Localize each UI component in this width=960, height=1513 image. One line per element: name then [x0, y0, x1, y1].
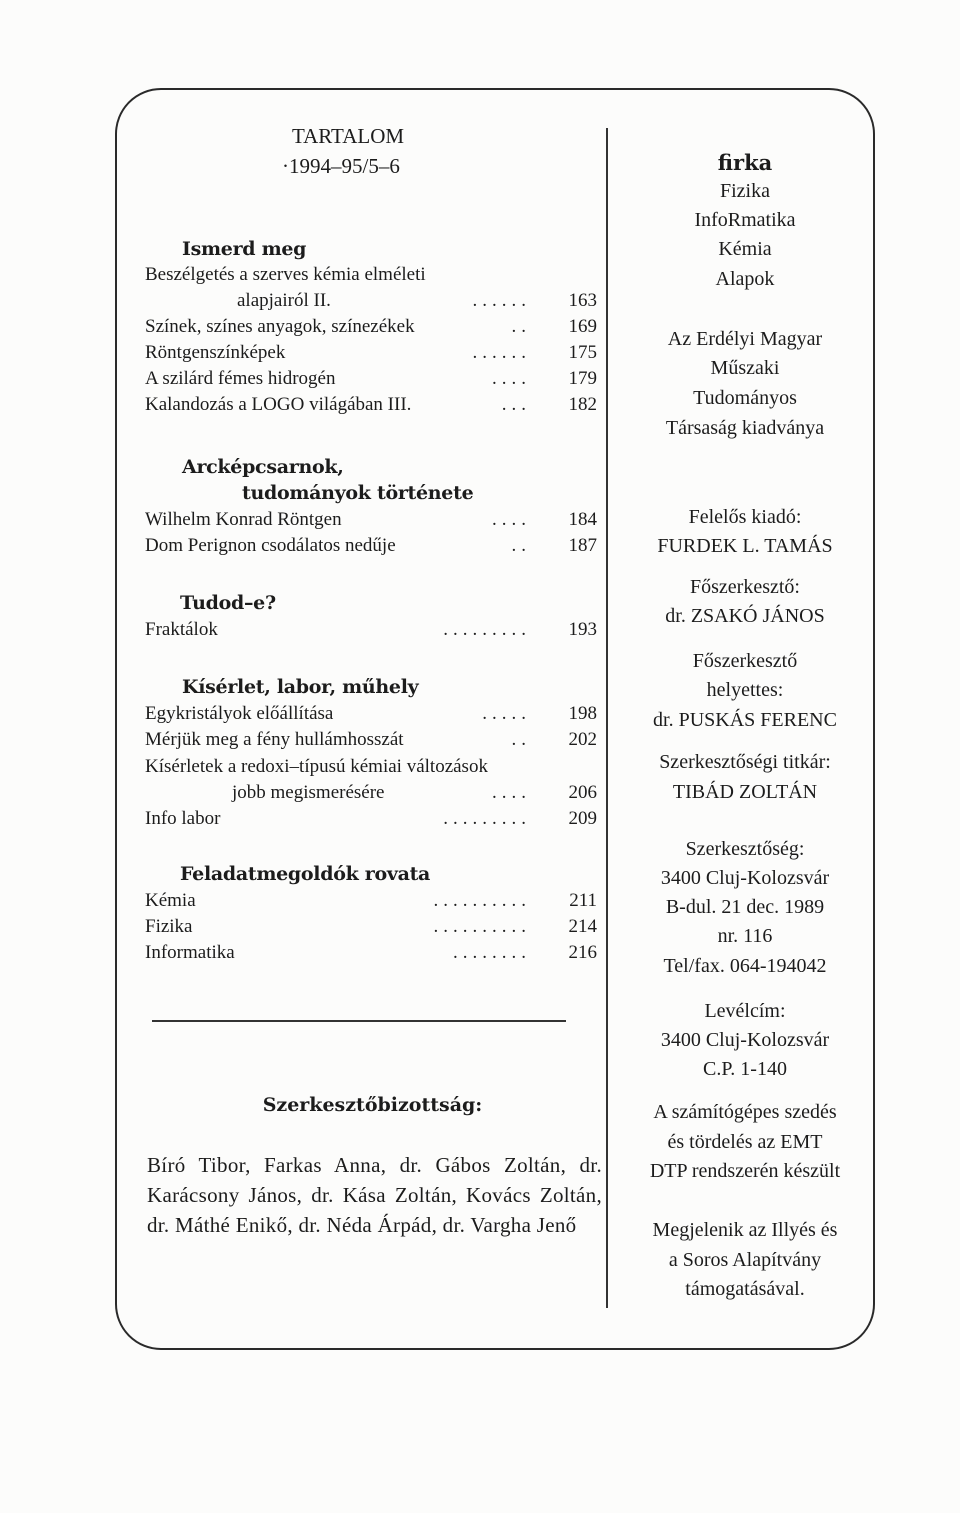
editorial-board-members: Bíró Tibor, Farkas Anna, dr. Gábos Zoltán, dr. Karácsony János, dr. Kása Zoltán, Kovács Zoltán, dr. Máthé Enikő, dr. Néda Árpád, dr. Vargha Jenő [147, 1153, 602, 1237]
toc-entry-title: jobb megismerésére [232, 782, 385, 803]
toc-entry-page: 182 [568, 394, 597, 415]
secretary-name: TIBÁD ZOLTÁN [672, 781, 818, 803]
toc-entry [145, 756, 597, 782]
dot-leader: ......... [443, 619, 531, 640]
acronym-line: InfoRmatika [694, 209, 796, 231]
toc-entry-title: Fizika [145, 916, 193, 937]
contents-title: TARTALOM [292, 124, 405, 148]
office-phone: Tel/fax. 064-194042 [663, 955, 827, 977]
toc-entry [145, 942, 597, 968]
toc-entry-title: A szilárd fémes hidrogén [145, 368, 336, 389]
toc-entry-page: 175 [568, 342, 597, 363]
office-address-line: 3400 Cluj-Kolozsvár [660, 867, 830, 889]
toc-entry-title: Wilhelm Konrad Röntgen [145, 509, 342, 530]
section-title-tudomanyok: tudományok története [242, 482, 474, 504]
section-title-ismerd-meg: Ismerd meg [182, 238, 307, 260]
toc-entry [145, 509, 597, 535]
responsible-name: FURDEK L. TAMÁS [657, 535, 833, 557]
dot-leader: ......... [443, 808, 531, 829]
toc-entry [145, 394, 597, 420]
dot-leader: ...... [472, 342, 531, 363]
deputy-name: dr. PUSKÁS FERENC [653, 709, 837, 731]
toc-entry-title: Kísérletek a redoxi–típusú kémiai változások [145, 756, 488, 777]
dot-leader: ..... [482, 703, 531, 724]
toc-entry [145, 535, 597, 561]
toc-entry-page: 193 [568, 619, 597, 640]
toc-entry [145, 264, 597, 290]
office-label: Szerkesztőség: [685, 838, 805, 860]
toc-entry-title: Kémia [145, 890, 196, 911]
office-address-line: B-dul. 21 dec. 1989 [665, 896, 825, 918]
section-title-tudod-e: Tudod–e? [180, 592, 276, 614]
dot-leader: .......... [433, 890, 531, 911]
acronym-line: Kémia [718, 238, 772, 260]
editor-name: dr. ZSAKÓ JÁNOS [665, 605, 825, 627]
dot-leader: .. [511, 535, 531, 556]
toc-entry-page: 198 [568, 703, 597, 724]
typeset-line: A számítógépes szedés [653, 1101, 837, 1123]
section-title-feladatmegoldok: Feladatmegoldók rovata [180, 863, 431, 885]
brand-name: firka [717, 150, 773, 175]
dot-leader: .... [492, 509, 531, 530]
section-title-arckepcsarnok: Arcképcsarnok, [182, 456, 344, 478]
support-line: Megjelenik az Illyés és [652, 1219, 838, 1241]
toc-entry [145, 703, 597, 729]
toc-entry-title: Info labor [145, 808, 221, 829]
responsible-label: Felelős kiadó: [688, 506, 802, 528]
dot-leader: .. [511, 316, 531, 337]
toc-entry [145, 729, 597, 755]
toc-entry-page: 187 [568, 535, 597, 556]
dot-leader: ... [501, 394, 531, 415]
issue-number: ·1994–95/5–6 [282, 154, 400, 178]
toc-entry [145, 368, 597, 394]
toc-entry-title: Kalandozás a LOGO világában III. [145, 394, 412, 415]
section-title-kiserlet: Kísérlet, labor, műhely [182, 676, 419, 698]
column-divider [606, 128, 608, 1308]
mail-label: Levélcím: [704, 1000, 786, 1022]
toc-entry [145, 619, 597, 645]
section-divider [152, 1020, 566, 1022]
publisher-line: Tudományos [693, 387, 797, 409]
dot-leader: ........ [453, 942, 531, 963]
publisher-line: Társaság kiadványa [665, 417, 825, 439]
toc-entry [145, 890, 597, 916]
support-line: támogatásával. [685, 1278, 805, 1300]
dot-leader: .......... [433, 916, 531, 937]
toc-entry [145, 916, 597, 942]
toc-entry-page: 216 [568, 942, 597, 963]
dot-leader: .. [511, 729, 531, 750]
toc-entry-page: 163 [568, 290, 597, 311]
typeset-line: és tördelés az EMT [667, 1131, 823, 1153]
toc-entry-page: 214 [568, 916, 597, 937]
acronym-line: Fizika [720, 180, 770, 202]
toc-entry-title: alapjairól II. [237, 290, 331, 311]
toc-entry [145, 782, 597, 808]
toc-entry [145, 290, 597, 316]
toc-entry-page: 179 [568, 368, 597, 389]
toc-entry-page: 206 [568, 782, 597, 803]
toc-entry-title: Mérjük meg a fény hullámhosszát [145, 729, 404, 750]
toc-entry-title: Informatika [145, 942, 235, 963]
toc-entry-title: Fraktálok [145, 619, 218, 640]
dot-leader: .... [492, 368, 531, 389]
editor-label: Főszerkesztő: [690, 576, 800, 598]
toc-entry-title: Dom Perignon csodálatos nedűje [145, 535, 396, 556]
deputy-label: Főszerkesztő [692, 650, 798, 672]
toc-entry-title: Röntgenszínképek [145, 342, 286, 363]
mail-address-line: 3400 Cluj-Kolozsvár [660, 1029, 830, 1051]
editorial-board-title: Szerkesztőbizottság: [262, 1094, 483, 1116]
office-address-line: nr. 116 [717, 925, 773, 947]
support-line: a Soros Alapítvány [668, 1249, 822, 1271]
toc-entry-title: Egykristályok előállítása [145, 703, 334, 724]
toc-entry-title: Színek, színes anyagok, színezékek [145, 316, 415, 337]
deputy-label: helyettes: [706, 679, 784, 701]
toc-entry [145, 808, 597, 834]
toc-entry-page: 211 [569, 890, 597, 911]
toc-entry [145, 316, 597, 342]
acronym-line: Alapok [715, 268, 775, 290]
typeset-line: DTP rendszerén készült [649, 1160, 841, 1182]
dot-leader: .... [492, 782, 531, 803]
publisher-line: Az Erdélyi Magyar [667, 328, 823, 350]
mail-address-line: C.P. 1-140 [703, 1058, 787, 1080]
toc-entry [145, 342, 597, 368]
toc-entry-page: 184 [568, 509, 597, 530]
secretary-label: Szerkesztőségi titkár: [659, 751, 831, 773]
dot-leader: ...... [472, 290, 531, 311]
toc-entry-page: 202 [568, 729, 597, 750]
toc-entry-page: 169 [568, 316, 597, 337]
publisher-line: Műszaki [710, 357, 780, 379]
toc-entry-page: 209 [568, 808, 597, 829]
toc-entry-title: Beszélgetés a szerves kémia elméleti [145, 264, 426, 285]
